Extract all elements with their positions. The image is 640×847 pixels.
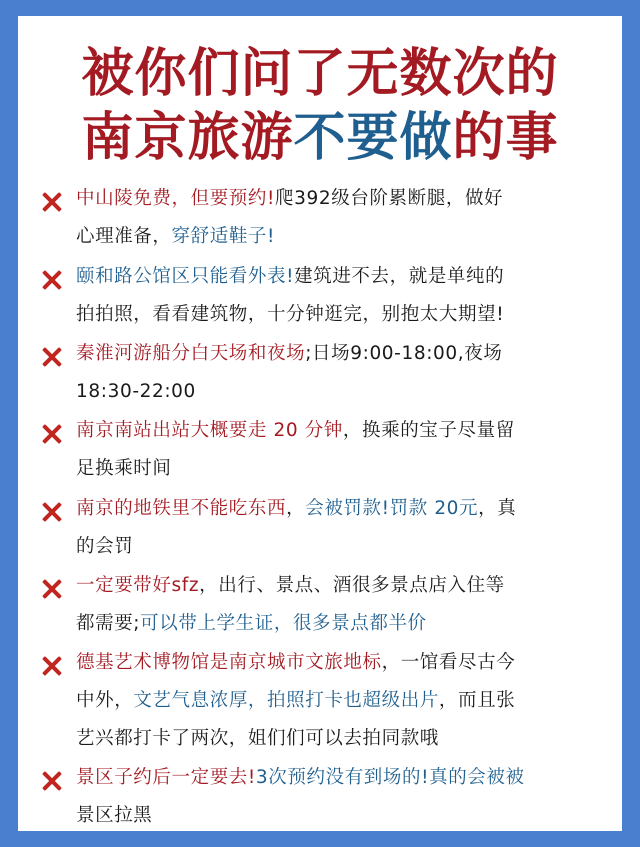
- title-nanjing-travel: 南京旅游: [81, 108, 294, 168]
- x-mark-icon: [42, 270, 62, 290]
- title-things: 的事: [452, 108, 559, 168]
- tip-text: ，换乘的宝子尽量留: [342, 420, 515, 441]
- x-mark-icon: [42, 579, 62, 599]
- tip-highlight: 3次预约没有到场的!真的会被被: [255, 767, 525, 788]
- tip-text: ;日场9:00-18:00,夜场: [305, 343, 503, 364]
- x-mark-icon: [42, 656, 62, 676]
- poster-card: [18, 16, 622, 831]
- poster-title-line-1: 被你们问了无数次的: [81, 44, 559, 104]
- tip-highlight: 颐和路公馆区只能看外表!: [76, 266, 295, 287]
- tip-text: 爬392级台阶累断腿，做好: [275, 188, 504, 209]
- tip-text: 景区拉黑: [76, 805, 153, 826]
- tip-highlight: 南京南站出站大概要走 20 分钟: [76, 420, 343, 441]
- x-mark-icon: [42, 502, 62, 522]
- tip-text: ，而且张: [438, 690, 516, 711]
- tip-highlight: 德基艺术博物馆是南京城市文旅地标: [76, 652, 382, 673]
- x-mark-icon: [42, 192, 62, 212]
- tip-highlight: 景区子约后一定要去!: [76, 767, 256, 788]
- tip-text: ，出行、景点、酒很多景点店入住等: [199, 575, 505, 596]
- tip-text: 建筑进不去，就是单纯的: [294, 266, 505, 287]
- tip-text: 心理准备，: [76, 226, 172, 247]
- tip-highlight: 南京的地铁里不能吃东西: [76, 498, 287, 519]
- poster-title-line-2: [18, 108, 622, 168]
- tip-text: 18:30-22:00: [76, 381, 196, 402]
- x-mark-icon: [42, 347, 62, 367]
- tip-text: 艺兴都打卡了两次，姐们们可以去拍同款哦: [76, 728, 439, 749]
- tip-text: ，一馆看尽古今: [381, 652, 516, 673]
- tip-text: ，: [286, 498, 306, 519]
- tip-text: 中外，: [76, 690, 134, 711]
- tip-text: 都需要;: [76, 613, 141, 634]
- tip-text: ，真: [478, 498, 517, 519]
- x-mark-icon: [42, 771, 62, 791]
- tip-highlight: 文艺气息浓厚，拍照打卡也超级出片: [133, 690, 439, 711]
- title-dont-do: 不要做: [293, 108, 453, 168]
- tip-highlight: 可以带上学生证，很多景点都半价: [140, 613, 427, 634]
- tip-text: 拍拍照，看看建筑物，十分钟逛完，别抱太大期望!: [76, 304, 505, 325]
- tip-highlight: 一定要带好sfz: [76, 575, 200, 596]
- tip-highlight: 穿舒适鞋子!: [171, 226, 276, 247]
- tip-highlight: 中山陵免费，但要预约!: [76, 188, 276, 209]
- tip-text: 的会罚: [76, 536, 134, 557]
- tip-highlight: 秦淮河游船分白天场和夜场: [76, 343, 306, 364]
- tip-highlight: 会被罚款!罚款 20元: [305, 498, 479, 519]
- tip-text: 足换乘时间: [76, 458, 172, 479]
- x-mark-icon: [42, 424, 62, 444]
